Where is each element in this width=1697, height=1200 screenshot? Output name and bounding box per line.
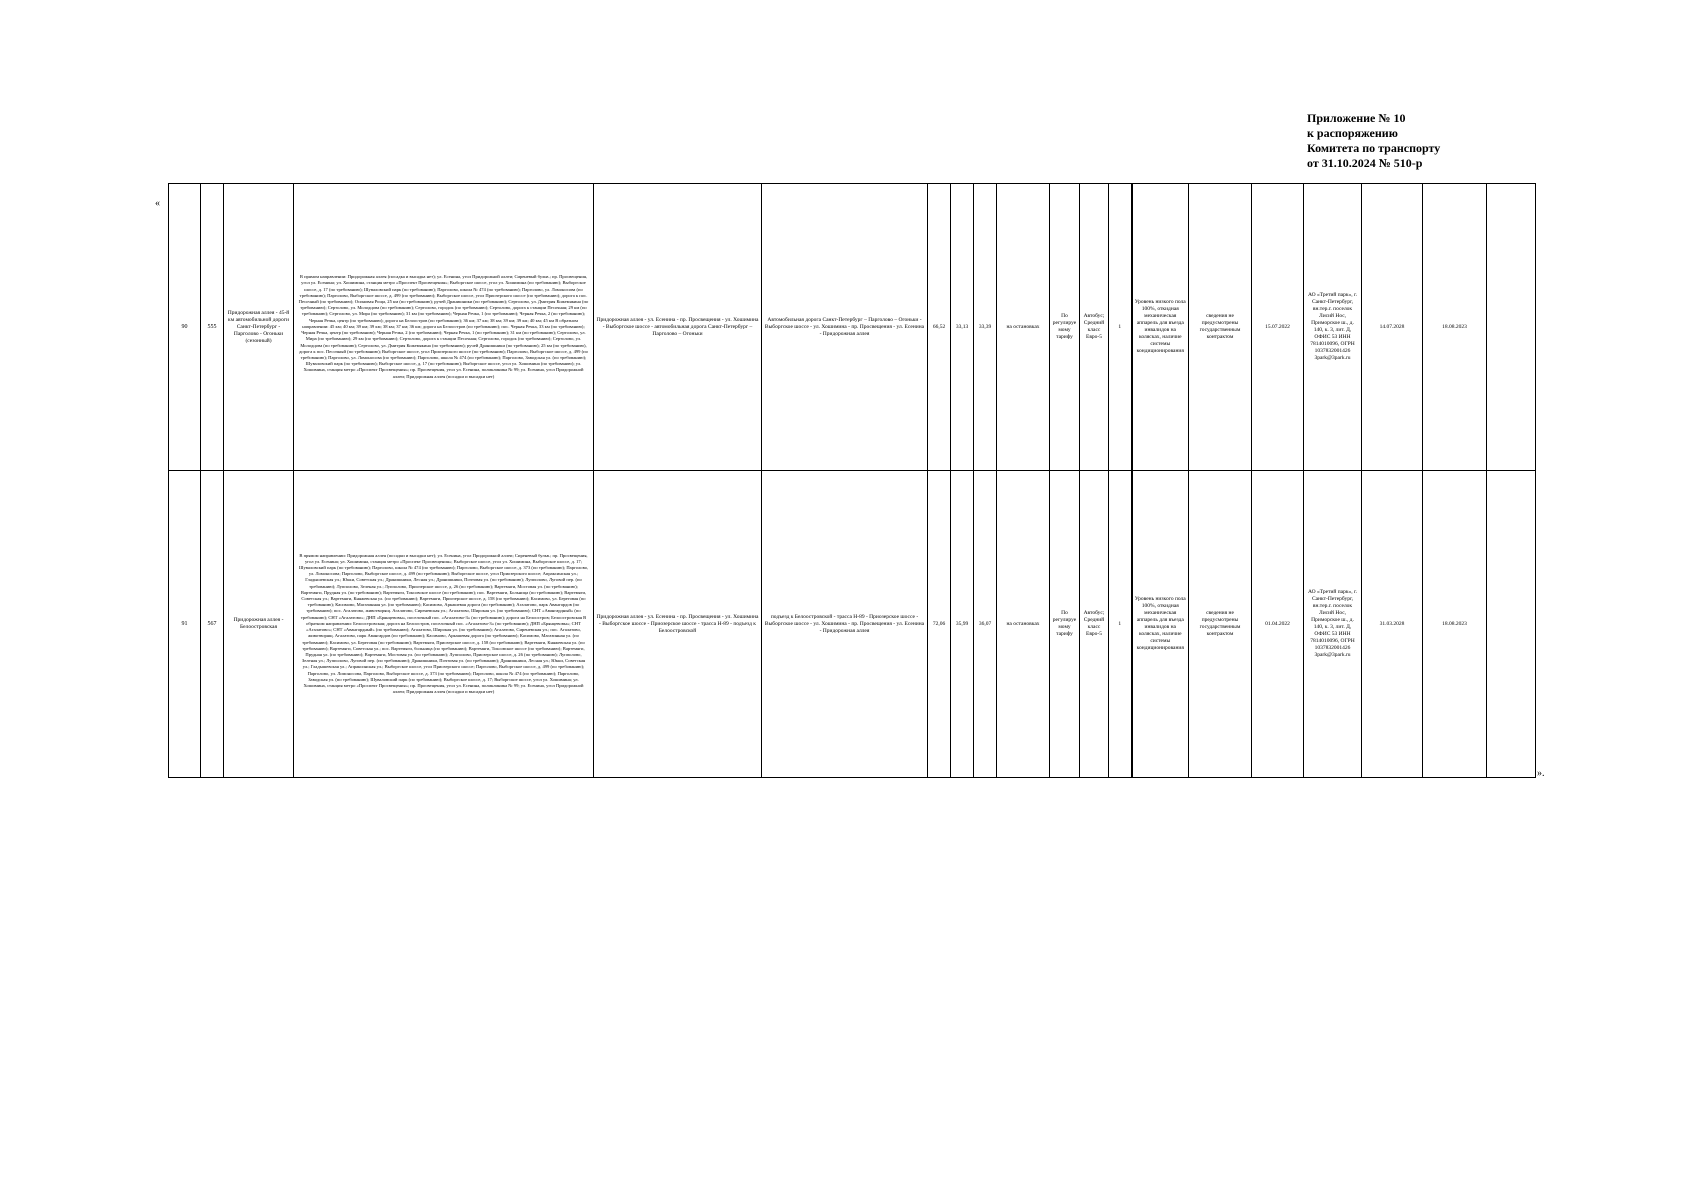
opening-quote: «: [155, 198, 160, 209]
stops-mode: на остановках: [997, 471, 1050, 778]
date-end: 18.08.2023: [1423, 471, 1487, 778]
vehicle-count: 1: [1109, 184, 1132, 471]
appendix-to: к распоряжению: [1307, 126, 1398, 140]
appendix-number: Приложение № 10: [1307, 111, 1406, 125]
route-streets-forward: Придорожная аллея - ул. Есенина - пр. Просвещения - ул. Хошимина - Выборгское шоссе - Приозерское шоссе - трасса Н-89 - подъезд к Белоостровской: [594, 471, 762, 778]
route-stops: В прямом направлении: Придорожная аллея (посадки и высадки нет); ул. Есенина, угол Придорожной аллеи; Сиреневый бульв.; пр. Просвещения, угол ул. Есенина; ул. Хошимина, станция метро «Проспект Просвещения»; Выборгское шоссе, угол ул. Хошимина, Выборгское шоссе, д. 17; Шуваловский парк (по требованию); Парголово, школа № 474 (по требованию); Парголово, Выборгское шоссе, д. 373 (по требованию); Парголово, ул. Ломоносова; Парголово, Выборгское шоссе, д. 499 (по требованию); Выборгское шоссе, угол Приозерского шоссе; Апраксинская ул.; Гладышевская ул.; Юкки, Советская ул.; Дранишники, Лесная ул.; Дранишники, Почтовая ул. (по требованию); Лупполово, Луговой пер. (по требованию); Лупполово, Зеленая ул.; Лупполово, Приозерское шоссе, д. 26 (по требованию); Вартемяги, Мостовая ул. (по требованию); Вартемяги, Прудная ул. (по требованию); Вартемяги, Токсовское шоссе (по требованию); пос. Вартемяги, Больница (по требованию); Вартемяги, Советская ул.; Вартемяги, Княжевская ул. (по требованию); Вартемяги, Приозерское шоссе, д. 158 (по требованию); Касимово, ул. Береговая (по требованию); Касимово, Магазинная ул. (по требованию); Касимово, Аркашевая дорога (по требованию); Агалатово, парк Авангардов (по требованию); пос. Агалатово, животворящ. Агалатово, Сиреневская ул.; Агалатово, Широкая ул. (по требованию); СНТ «Авангардный» (по требованию); СНТ «Агалатово»; ДНП «Брянцевовы», поселочный пос. «Агалатово-3» (по требованию); дорога на Белоостров; Белоостровская В обратном направлении: Белоостровская; дорога на Белоостров, поселочный пос. «Агалатово-3» (по требованию); ДНП «Брянцевовы»; СНТ «Агалатово»; СНТ «Авангардный» (по требованию); Агалатово, Широкая ул. (по требованию); Агалатово, Сиреневская ул.; пос. Агалатово, животворящ. Агалатово, парк Авангардов (по требованию); Касимово, Аркашевая дорога (по требованию); Касимово, Магазинная ул. (по требованию); Касимово, ул. Береговая (по требованию); Вартемяги, Приозерское шоссе, д. 158 (по требованию); Вартемяги, Княжевская ул. (по требованию); Вартемяги, Советская ул.; пос. Вартемяги, больница (по требованию); Вартемяги, Токсовское шоссе (по требованию); Вартемяги, Прудная ул. (по требованию); Вартемяги, Мостовая ул. (по требованию); Лупполово, Приозерское шоссе, д. 26 (по требованию); Лупполово, Зеленая ул.; Лупполово, Луговой пер. (по требованию); Дранишники, Почтовая ул. (по требованию); Дранишники, Лесная ул.; Юкки, Советская ул.; Гладышевская ул.; Апраксинская ул.; Выборгское шоссе, угол Приозерского шоссе; Парголово, Выборгское шоссе, д. 499 (по требованию); Парголово, ул. Ломоносова, Парголово, Выборгское шоссе, д. 373 (по требованию); Парголово, школа № 474 (по требованию); Парголово, Заводская ул. (по требованию); Шуваловский парк (по требованию); Выборгское шоссе, д. 17; Выборгское шоссе, угол ул. Хошимина; ул. Хошимина, станция метро «Проспект Просвещения»; пр. Просвещения, угол ул. Есенина, поликлиника № 99; ул. Есенина, угол Придорожной аллеи; Придорожная аллея (посадки и высадки нет): [294, 471, 594, 778]
route-length-backward: 33,39: [974, 184, 997, 471]
vehicle-class: Автобус; Средний класс Евро-5: [1080, 184, 1109, 471]
contract-info: сведения не предусмотрены государственным контрактом: [1189, 184, 1252, 471]
route-number: 555: [201, 184, 224, 471]
route-length-total: 66,52: [928, 184, 951, 471]
contract-info: сведения не предусмотрены государственным контрактом: [1189, 471, 1252, 778]
empty-cell: [1487, 184, 1536, 471]
route-streets-backward: Автомобильная дорога Санкт-Петербург – Парголово – Огоньки - Выборгское шоссе - ул. Хошимина - пр. Просвещения - ул. Есенина - Придорожная аллея: [762, 184, 928, 471]
document-header: [1307, 111, 1607, 171]
row-number: 91: [169, 471, 201, 778]
stops-mode: на остановках: [997, 184, 1050, 471]
carrier-info: АО «Третий парк», г. Санкт-Петербург, вн.тер.г. поселок Лисий Нос, Приморское ш., д. 140, к. 3, лит. Д, ОФИС 53 ИНН 7814010096, ОГРН 1037832001426 3park@3park.ru: [1304, 184, 1362, 471]
date-start: 15.07.2022: [1252, 184, 1304, 471]
routes-table: [168, 183, 1536, 778]
row-number: 90: [169, 184, 201, 471]
date-end: 18.08.2023: [1423, 184, 1487, 471]
route-name: Придорожная аллея - Белоостровская: [224, 471, 294, 778]
tariff-type: По регулируемому тарифу: [1050, 184, 1080, 471]
carrier-info: АО «Третий парк», г. Санкт-Петербург, вн.тер.г. поселок Лисий Нос, Приморское ш., д. 140, к. 3, лит. Д, ОФИС 53 ИНН 7814010096, ОГРН 1037832001426 3park@3park.ru: [1304, 471, 1362, 778]
committee-name: Комитета по транспорту: [1307, 141, 1441, 155]
route-streets-forward: Придорожная аллея - ул. Есенина - пр. Просвещения - ул. Хошимина - Выборгское шоссе - автомобильная дорога Санкт-Петербург – Парголово – Огоньки: [594, 184, 762, 471]
date-start: 01.04.2022: [1252, 471, 1304, 778]
vehicle-class: Автобус; Средний класс Евро-5: [1080, 471, 1109, 778]
empty-cell: [1487, 471, 1536, 778]
route-name: Придорожная аллея - 45-й км автомобильной дороги Санкт-Петербург - Парголово - Огоньки (сезонный): [224, 184, 294, 471]
closing-quote: ».: [1537, 768, 1545, 779]
order-date-number: от 31.10.2024 № 510-р: [1307, 156, 1423, 170]
table-row: [169, 184, 1536, 471]
vehicle-characteristics: Уровень низкого пола 100%, откидная механическая аппарель для въезда инвалидов на колясках, наличие системы кондиционирования: [1132, 184, 1189, 471]
date-contract: 14.07.2028: [1362, 184, 1423, 471]
route-stops: В прямом направлении: Придорожная аллея (посадка и высадка нет); ул. Есенина, угол Придорожной аллеи; Сиреневый бульв.; пр. Просвещения, угол ул. Есенина; ул. Хошимина, станция метро «Проспект Просвещения»; Выборгское шоссе, угол ул. Хошимина (по требованию); Выборгское шоссе, д. 17 (по требованию); Шуваловский парк (по требованию); Парголово, школа № 474 (по требованию); Парголово, ул. Ломоносова (по требованию); Парголово, Выборгское шоссе, д. 499 (по требованию); Выборгское шоссе, угол Приозерского шоссе (по требованию); дорога к пос. Песочный (по требованию); Осиновая Роща, 25 км (по требованию); ручей Дранишники (по требованию); Сертолово, ул. Дмитрия Кожемякина (по требованию); Сертолово, ул. Молодцова (по требованию); Сертолово, городок (по требованию); Сертолово, дорога к станции Песочная; 29 км (по требованию); Сертолово, ул. Мира (по требованию); 31 км (по требованию); Черная Речка, 1 (по требованию); Черная Речка, 2 (по требованию); Черная Речка, центр (по требованию); дорога на Белоостров (по требованию); 36 км; 37 км; 38 км; 39 км; 39 км; 40 км; 45 км В обратном направлении: 45 км; 40 км; 39 км; 39 км; 38 км; 37 км; 36 км; дорога на Белоостров (по требованию); пос. Черная Речка, 33 км (по требованию); Черная Речка, центр (по требованию); Черная Речка, 2 (по требованию); Черная Речка, 1 (по требованию); 31 км (по требованию); Сертолово, ул. Мира (по требованию); 29 км (по требованию); Сертолово, дорога к станции Песочная; Сертолово, городок (по требованию); Сертолово, ул. Молодцова (по требованию); Сертолово, ул. Дмитрия Кожемякина (по требованию); ручей Дранишники (по требованию); 25 км (по требованию), дорога к пос. Песочный (по требованию); Выборгское шоссе, угол Приозерского шоссе (по требованию); Парголово, Выборгское шоссе, д. 499 (по требованию); Парголово, ул. Ломоносова (по требованию); Парголово, школа № 474 (по требованию); Парголово, Заводская ул. (по требованию); Шуваловский парк (по требованию); Выборгское шоссе, д. 17 (по требованию); Выборгское шоссе, угол ул. Хошимина (по требованию); ул. Хошимина, станция метро «Проспект Просвещения»; пр. Просвещения, угол ул. Есенина, поликлиника № 99; ул. Есенина, угол Придорожной аллеи; Придорожная аллея (посадки и высадки нет): [294, 184, 594, 471]
tariff-type: По регулируемому тарифу: [1050, 471, 1080, 778]
vehicle-characteristics: Уровень низкого пола 100%, откидная механическая аппарель для въезда инвалидов на колясках, наличие системы кондиционирования: [1132, 471, 1189, 778]
route-streets-backward: подъезд к Белоостровской - трасса Н-89 - Приозерское шоссе - Выборгское шоссе - ул. Хошимина - пр. Просвещения - ул. Есенина - Придорожная аллея: [762, 471, 928, 778]
route-length-forward: 33,13: [951, 184, 974, 471]
route-number: 567: [201, 471, 224, 778]
route-length-forward: 35,99: [951, 471, 974, 778]
route-length-backward: 36,07: [974, 471, 997, 778]
date-contract: 31.03.2028: [1362, 471, 1423, 778]
table-row: [169, 471, 1536, 778]
route-length-total: 72,06: [928, 471, 951, 778]
vehicle-count: 1: [1109, 471, 1132, 778]
